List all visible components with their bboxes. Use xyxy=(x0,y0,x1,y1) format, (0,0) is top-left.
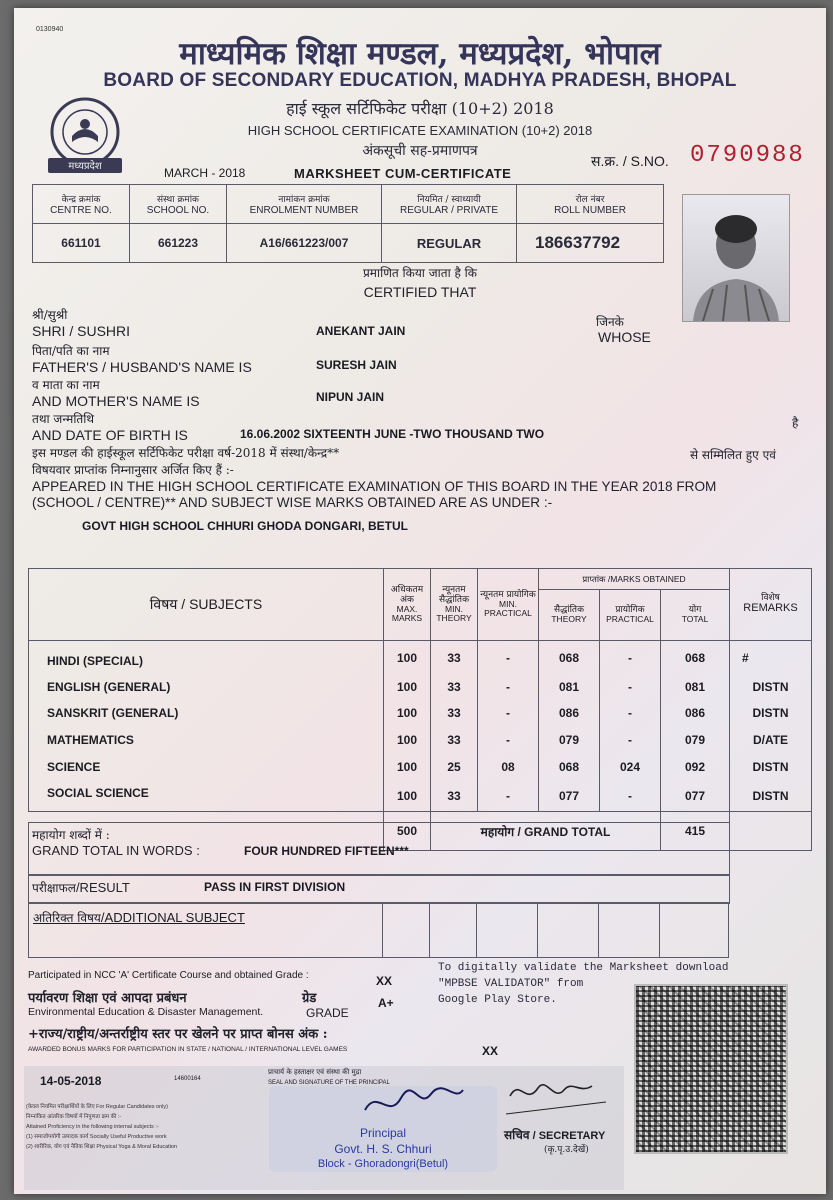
table-row: HINDI (SPECIAL) 100 33 - 068 - 068 # xyxy=(29,641,812,675)
secretary-sub: (कृ.पृ.उ.देखें) xyxy=(544,1145,589,1155)
board-title-english: BOARD OF SECONDARY EDUCATION, MADHYA PRADESH, BHOPAL xyxy=(103,70,737,91)
bonus-label-hindi: +राज्य/राष्ट्रीय/अन्तर्राष्ट्रीय स्तर पर खेलने पर प्राप्त बोनस अंक : xyxy=(28,1027,328,1042)
grade-label: GRADE xyxy=(306,1006,349,1020)
table-row: ENGLISH (GENERAL) 100 33 - 081 - 081 DISTN xyxy=(29,674,812,700)
hai-hindi: है xyxy=(792,416,799,430)
result-label: परीक्षाफल/RESULT xyxy=(32,880,130,895)
seal-label: SEAL AND SIGNATURE OF THE PRINCIPAL xyxy=(268,1080,390,1086)
result-box xyxy=(28,874,730,904)
validate-line-2: "MPBSE VALIDATOR" from xyxy=(438,978,584,990)
ncc-grade: XX xyxy=(376,974,393,988)
validate-line-1: To digitally validate the Marksheet download xyxy=(438,962,729,974)
exam-title-english: HIGH SCHOOL CERTIFICATE EXAMINATION (10+2) 2018 xyxy=(247,123,593,138)
qr-code xyxy=(634,984,788,1154)
secretary-signature-icon xyxy=(502,1072,612,1122)
appeared-hindi-2: विषयवार प्राप्तांक निम्नानुसार अर्जित किए हैं :- xyxy=(32,463,234,477)
dob-label-hindi: तथा जन्मतिथि xyxy=(32,412,95,426)
appeared-english-1: APPEARED IN THE HIGH SCHOOL CERTIFICATE EXAMINATION OF THIS BOARD IN THE YEAR 2018 FROM xyxy=(32,479,717,494)
bonus-label: AWARDED BONUS MARKS FOR PARTICIPATION IN STATE / NATIONAL / INTERNATIONAL LEVEL GAMES xyxy=(28,1046,348,1053)
shri-label: SHRI / SUSHRI xyxy=(32,323,131,339)
father-label: FATHER'S / HUSBAND'S NAME IS xyxy=(32,359,252,375)
doc-title-english: MARKSHEET CUM-CERTIFICATE xyxy=(294,166,512,181)
grand-total-words: FOUR HUNDRED FIFTEEN*** xyxy=(244,844,409,858)
father-label-hindi: पिता/पति का नाम xyxy=(32,344,110,358)
serial-number: 0790988 xyxy=(690,142,805,169)
principal-signature-icon xyxy=(359,1080,469,1124)
mother-name: NIPUN JAIN xyxy=(316,390,385,404)
certified-english: CERTIFIED THAT xyxy=(363,284,477,300)
table-row: SANSKRIT (GENERAL) 100 33 - 086 - 086 DISTN xyxy=(29,700,812,726)
dob-label: AND DATE OF BIRTH IS xyxy=(32,427,188,443)
doc-title-hindi: अंकसूची सह-प्रमाणपत्र xyxy=(362,143,478,159)
ncc-label: Participated in NCC 'A' Certificate Course and obtained Grade : xyxy=(28,970,309,981)
issue-date: 14-05-2018 xyxy=(40,1074,102,1088)
logo-text: मध्यप्रदेश xyxy=(68,161,102,172)
exam-title-hindi: हाई स्कूल सर्टिफिकेट परीक्षा (10+2) 2018 xyxy=(286,99,554,118)
identity-table: केन्द्र क्रमांक CENTRE NO. संस्था क्रमांक SCHOOL NO. नामांकन क्रमांक ENROLMENT NUMBER नियमित / स्वाध्यायी REGULAR / PRIVATE रोल नंबर ROLL NUMBER 661101 661223 A16/661223/007 REGULAR 186637792 xyxy=(32,184,664,263)
certified-hindi: प्रमाणित किया जाता है कि xyxy=(362,266,478,280)
school-no: 661223 xyxy=(130,224,227,263)
board-title-hindi: माध्यमिक शिक्षा मण्डल, मध्यप्रदेश, भोपाल xyxy=(179,36,661,72)
centre-no: 661101 xyxy=(33,224,130,263)
table-row: SOCIAL SCIENCE 100 33 - 077 - 077 DISTN xyxy=(29,780,812,812)
validate-line-3: Google Play Store. xyxy=(438,994,557,1006)
student-name: ANEKANT JAIN xyxy=(316,324,406,338)
result-value: PASS IN FIRST DIVISION xyxy=(204,880,346,894)
whose-hindi: जिनके xyxy=(596,315,624,329)
env-label-hindi: पर्यावरण शिक्षा एवं आपदा प्रबंधन xyxy=(28,991,187,1006)
header-marks-obtained: प्राप्तांक /MARKS OBTAINED xyxy=(539,569,730,590)
date-of-birth: 16.06.2002 SIXTEENTH JUNE -TWO THOUSAND TWO xyxy=(240,427,545,441)
serial-top: 0130940 xyxy=(36,26,64,33)
grand-total: 415 xyxy=(661,812,730,851)
additional-subject-table: अतिरिक्त विषय/ADDITIONAL SUBJECT xyxy=(28,902,729,958)
table-row: SCIENCE 100 25 08 068 024 092 DISTN xyxy=(29,754,812,780)
roll-number: 186637792 xyxy=(517,224,664,263)
words-label-hindi: महायोग शब्दों में : xyxy=(32,828,110,842)
regular-private: REGULAR xyxy=(382,224,517,263)
serial-number-label: स.क्र. / S.NO. xyxy=(591,153,669,169)
appeared-english-2: (SCHOOL / CENTRE)** AND SUBJECT WISE MARKS OBTAINED ARE AS UNDER :- xyxy=(32,495,553,510)
bonus-value: XX xyxy=(482,1044,499,1058)
father-name: SURESH JAIN xyxy=(316,358,397,372)
appeared-hindi-1: इस मण्डल की हाईस्कूल सर्टिफिकेट परीक्षा वर्ष-2018 में संस्था/केन्द्र** xyxy=(32,446,340,460)
shri-label-hindi: श्री/सुश्री xyxy=(32,308,68,322)
internal-notes: (केवल नियमित परीक्षार्थियों के लिए For Regular Candidates only) निम्नांकित आंतरिक विषयों में निपुणता क्रम की :- Attained Proficiency in the following internal subjects :- (1) समाजोपयोगी उत्पादक कार्य Socially Useful Productive work (2) शारीरिक, योग एवं नैतिक शिक्षा Physical Yoga & Moral Education xyxy=(26,1104,178,1150)
mother-label-hindi: व माता का नाम xyxy=(32,378,100,392)
grade-label-hindi: ग्रेड xyxy=(302,991,317,1006)
issue-code: 14600164 xyxy=(174,1076,201,1082)
header-subjects: विषय / SUBJECTS xyxy=(29,569,384,641)
principal-stamp: Principal Govt. H. S. Chhuri Block - Ghoradongri(Betul) xyxy=(269,1086,497,1172)
appeared-hindi-right: से सम्मिलित हुए एवं xyxy=(690,448,776,462)
marks-table: विषय / SUBJECTS अधिकतम अंक MAX. MARKS न्यूनतम सैद्धांतिक MIN. THEORY न्यूनतम प्रायोगिक MIN. PRACTICAL प्राप्तांक /MARKS OBTAINED विशेष REMARKS सैद्धांतिक THEORY प्रायोगिक PRACTICAL योग TOTAL HINDI (SPECIAL) 100 33 - 068 - 068 # ENGLISH (GENERAL) 100 33 - 081 - 081 DISTN SANSKRIT (GENERAL) 100 33 - 086 - 086 DISTN MATHEMATICS 100 33 - 079 - 079 D/ATE SCIENCE 100 25 08 068 024 092 DISTN SOCIAL SCIENCE 100 33 - 077 - 077 DISTN 500 महायोग / GRAND TOTAL 415 xyxy=(28,568,812,851)
enrolment-number: A16/661223/007 xyxy=(227,224,382,263)
grand-total-label: महायोग / GRAND TOTAL xyxy=(431,812,661,851)
whose-english: WHOSE xyxy=(598,329,651,345)
secretary-label: सचिव / SECRETARY xyxy=(504,1128,606,1142)
env-label: Environmental Education & Disaster Management. xyxy=(28,1006,264,1018)
seal-label-hindi: प्राचार्य के हस्ताक्षर एवं संस्था की मुद्रा xyxy=(268,1068,362,1076)
exam-session: MARCH - 2018 xyxy=(164,166,246,180)
words-label: GRAND TOTAL IN WORDS : xyxy=(32,843,200,858)
student-photo xyxy=(682,194,790,322)
mother-label: AND MOTHER'S NAME IS xyxy=(32,393,200,409)
table-row: MATHEMATICS 100 33 - 079 - 079 D/ATE xyxy=(29,726,812,754)
school-name: GOVT HIGH SCHOOL CHHURI GHODA DONGARI, BETUL xyxy=(82,519,409,533)
grand-max: 500 xyxy=(384,812,431,851)
marksheet xyxy=(14,8,826,1194)
env-grade: A+ xyxy=(378,996,394,1010)
